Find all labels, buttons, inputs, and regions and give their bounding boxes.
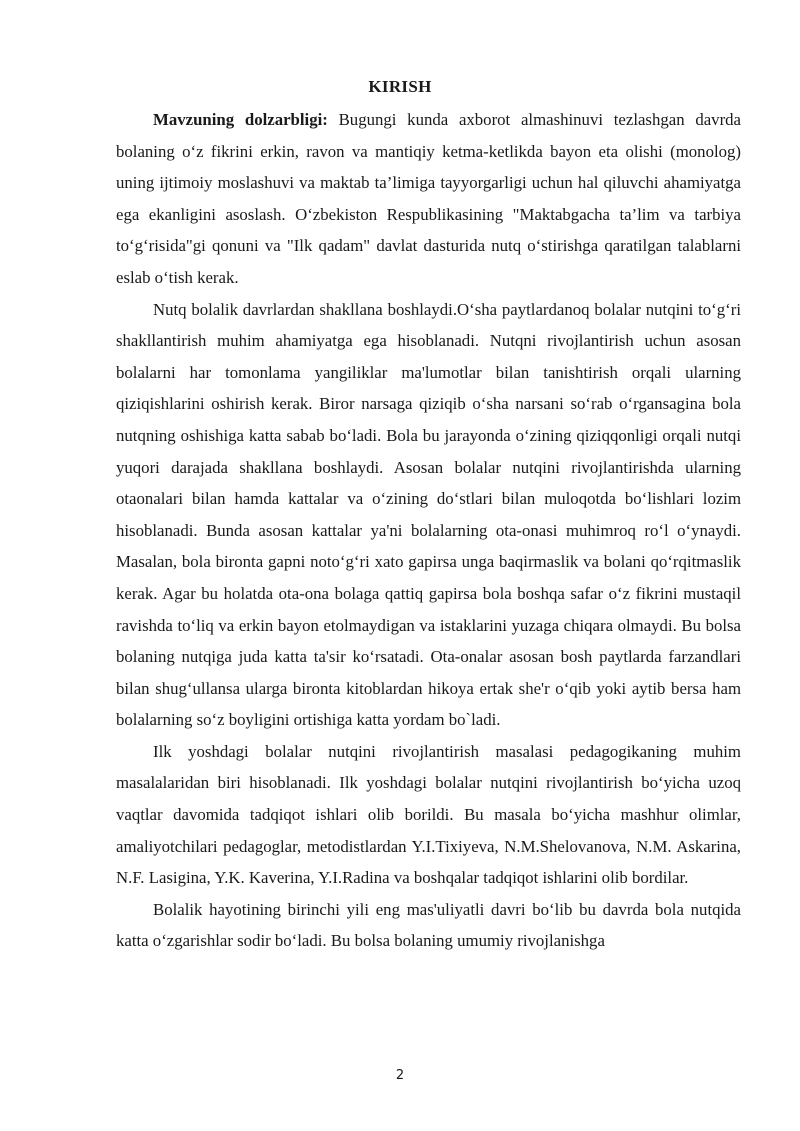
paragraph-text: Bolalik hayotining birinchi yili eng mas'uliyatli davri bo‘lib bu davrda bola nutqida katta o‘zgarishlar sodir bo‘ladi. Bu bolsa bolaning umumiy rivojlanishga xyxy=(116,899,741,951)
body-text xyxy=(116,104,741,957)
page-title: KIRISH xyxy=(368,77,432,96)
paragraph-early-age-research xyxy=(116,736,741,894)
page-number: 2 xyxy=(395,1068,405,1083)
paragraph-relevance xyxy=(116,104,741,294)
paragraph-text: Bugungi kunda axborot almashinuvi tezlashgan davrda bolaning o‘z fikrini erkin, ravon va mantiqiy ketma-ketlikda bayon eta olishi (monolog) uning ijtimoiy moslashuvi va maktab ta’limiga tayyorgarligi uchun hal qiluvchi ahamiyatga ega ekanligini asoslash. O‘zbekiston Respublikasining "Maktabgacha ta’lim va tarbiya to‘g‘risida"gi qonuni va "Ilk qadam" davlat dasturida nutq o‘stirishga qaratilgan talablarni eslab o‘tish kerak. xyxy=(116,110,741,287)
paragraph-text: Nutq bolalik davrlardan shakllana boshlaydi.O‘sha paytlardanoq bolalar nutqini to‘g‘ri shakllantirish muhim ahamiyatga ega hisoblanadi. Nutqni rivojlantirish uchun asosan bolalarni har tomonlama yangiliklar ma'lumotlar bilan tanishtirish orqali ularning qiziqishlarini oshirish kerak. Biror narsaga qiziqib o‘sha narsani so‘rab o‘rgansagina bola nutqning oshishiga katta sabab bo‘ladi. Bola bu jarayonda o‘zining qiziqqonligi orqali nutqi yuqori darajada shakllana boshlaydi. Asosan bolalar nutqini rivojlantirishda ularning otaonalari bilan hamda kattalar va o‘zining do‘stlari bilan muloqotda bo‘lishlari lozim hisoblanadi. Bunda asosan kattalar ya'ni bolalarning ota-onasi muhimroq ro‘l o‘ynaydi. Masalan, bola bironta gapni noto‘g‘ri xato gapirsa unga baqirmaslik va bolani qo‘rqitmaslik kerak. Agar bu holatda ota-ona bolaga qattiq gapirsa bola boshqa safar o‘z fikrini mustaqil ravishda to‘liq va erkin bayon etolmaydigan va istaklarini yuzaga chiqara olmaydi. Bu bolsa bolaning nutqiga juda katta ta'sir ko‘rsatadi. Ota-onalar asosan bosh paytlarda farzandlari bilan shug‘ullansa ularga bironta kitoblardan hikoya ertak she'r o‘qib yoki aytib bersa ham bolalarning so‘z boyligini ortishiga katta yordam bo`ladi. xyxy=(116,299,741,730)
paragraph-first-year xyxy=(116,894,741,957)
paragraph-speech-formation xyxy=(116,294,741,736)
paragraph-text: Ilk yoshdagi bolalar nutqini rivojlantirish masalasi pedagogikaning muhim masalalaridan biri hisoblanadi. Ilk yoshdagi bolalar nutqini rivojlantirish bo‘yicha uzoq vaqtlar davomida tadqiqot ishlari olib borildi. Bu masala bo‘yicha mashhur olimlar, amaliyotchilari pedagoglar, metodistlardan Y.I.Tixiyeva, N.M.Shelovanova, N.M. Askarina, N.F. Lasigina, Y.K. Kaverina, Y.I.Radina va boshqalar tadqiqot ishlarini olib bordilar. xyxy=(116,741,741,888)
paragraph-lead: Mavzuning dolzarbligi: xyxy=(153,110,328,129)
